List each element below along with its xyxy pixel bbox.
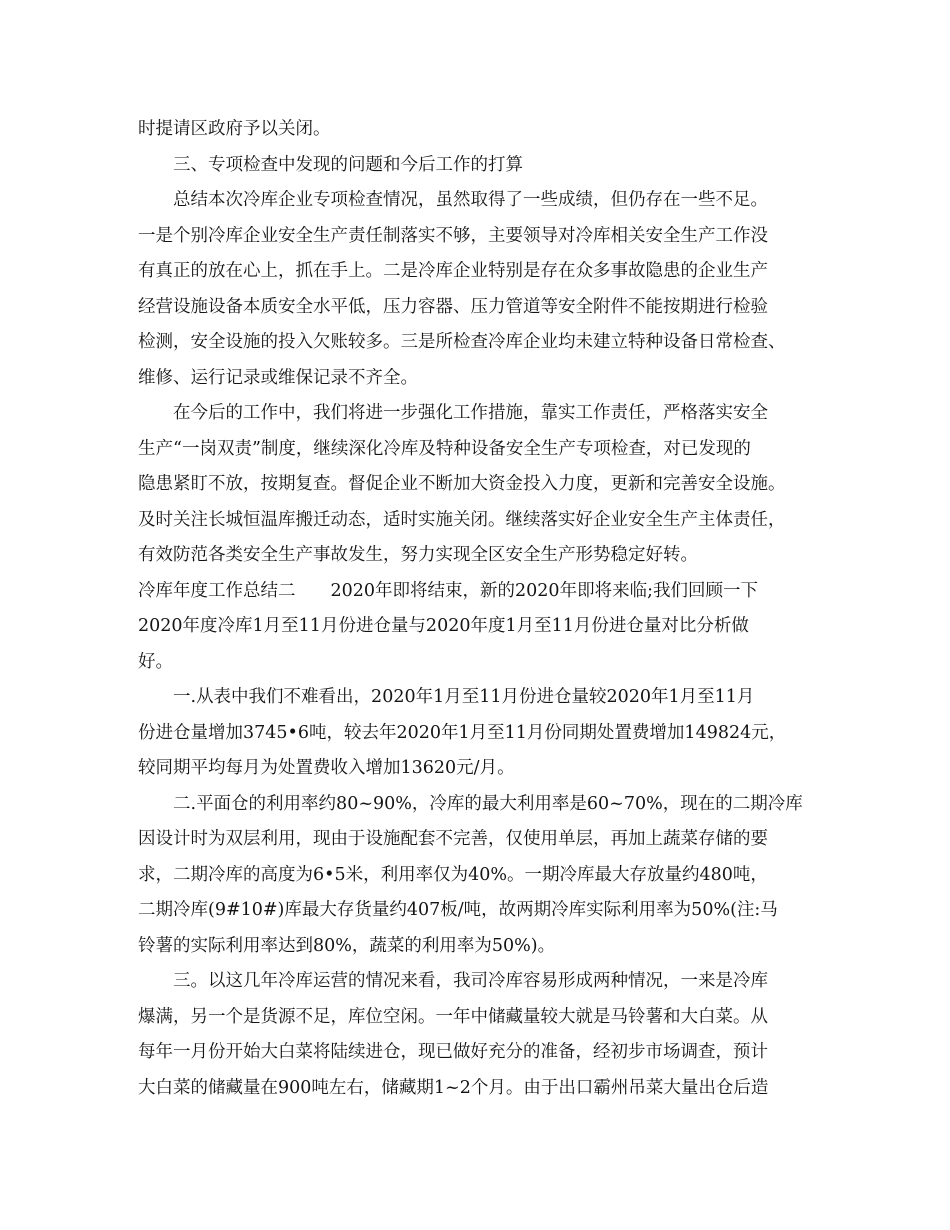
text-line: 有真正的放在心上，抓在手上。二是冷库企业特别是存在众多事故隐患的企业生产	[138, 261, 768, 281]
text-line: 时提请区政府予以关闭。	[138, 119, 331, 139]
text-line: 及时关注长城恒温库搬迁动态，适时实施关闭。继续落实好企业安全生产主体责任，	[138, 509, 786, 530]
text-line: 在今后的工作中，我们将进一步强化工作措施，靠实工作责任，严格落实安全	[138, 403, 768, 423]
text-line: 三。以这几年冷库运营的情况来看，我司冷库容易形成两种情况，一来是冷库	[138, 971, 768, 991]
text-line: 一是个别冷库企业安全生产责任制落实不够，主要领导对冷库相关安全生产工作没	[138, 225, 768, 246]
text-line: 隐患紧盯不放，按期复查。督促企业不断加大资金投入力度，更新和完善安全设施。	[138, 474, 786, 494]
document-body	[138, 112, 818, 1106]
text-line: 爆满，另一个是货源不足，库位空闲。一年中储藏量较大就是马铃薯和大白菜。从	[138, 1006, 768, 1027]
text-line: 一.从表中我们不难看出，2020年1月至11月份进仓量较2020年1月至11月	[138, 687, 755, 707]
text-line: 有效防范各类安全生产事故发生，努力实现全区安全生产形势稳定好转。	[138, 545, 698, 565]
text-line: 维修、运行记录或维保记录不齐全。	[138, 367, 418, 388]
text-line: 铃薯的实际利用率达到80%，蔬菜的利用率为50%)。	[138, 935, 556, 956]
text-line: 较同期平均每月为处置费收入增加13620元/月。	[138, 758, 515, 778]
text-line: 检测，安全设施的投入欠账较多。三是所检查冷库企业均未建立特种设备日常检查、	[138, 332, 786, 352]
text-line: 份进仓量增加3745•6吨，较去年2020年1月至11月份同期处置费增加149824元，	[138, 722, 787, 743]
text-line: 二期冷库(9#10#)库最大存货量约407板/吨，故两期冷库实际利用率为50%(注:马	[138, 900, 778, 920]
text-line: 求，二期冷库的高度为6•5米，利用率仅为40%。一期冷库最大存放量约480吨，	[138, 864, 768, 885]
text-line: 2020年度冷库1月至11月份进仓量与2020年度1月至11月份进仓量对比分析做	[138, 616, 749, 636]
text-line: 好。	[138, 651, 173, 672]
section-heading: 三、专项检查中发现的问题和今后工作的打算	[138, 154, 523, 175]
text-line: 总结本次冷库企业专项检查情况，虽然取得了一些成绩，但仍存在一些不足。	[138, 190, 768, 210]
text-line: 二.平面仓的利用率约80~90%，冷库的最大利用率是60~70%，现在的二期冷库	[138, 793, 803, 814]
text-line: 生产“一岗双责”制度，继续深化冷库及特种设备安全生产专项检查，对已发现的	[138, 438, 751, 459]
text-line: 因设计时为双层利用，现由于设施配套不完善，仅使用单层，再加上蔬菜存储的要	[138, 829, 768, 849]
text-line: 每年一月份开始大白菜将陆续进仓，现已做好充分的准备，经初步市场调查，预计	[138, 1042, 768, 1062]
text-line: 经营设施设备本质安全水平低，压力容器、压力管道等安全附件不能按期进行检验	[138, 296, 768, 317]
text-line: 大白菜的储藏量在900吨左右，储藏期1~2个月。由于出口霸州吊菜大量出仓后造	[138, 1077, 769, 1098]
text-line: 冷库年度工作总结二 2020年即将结束，新的2020年即将来临;我们回顾一下	[138, 580, 758, 601]
